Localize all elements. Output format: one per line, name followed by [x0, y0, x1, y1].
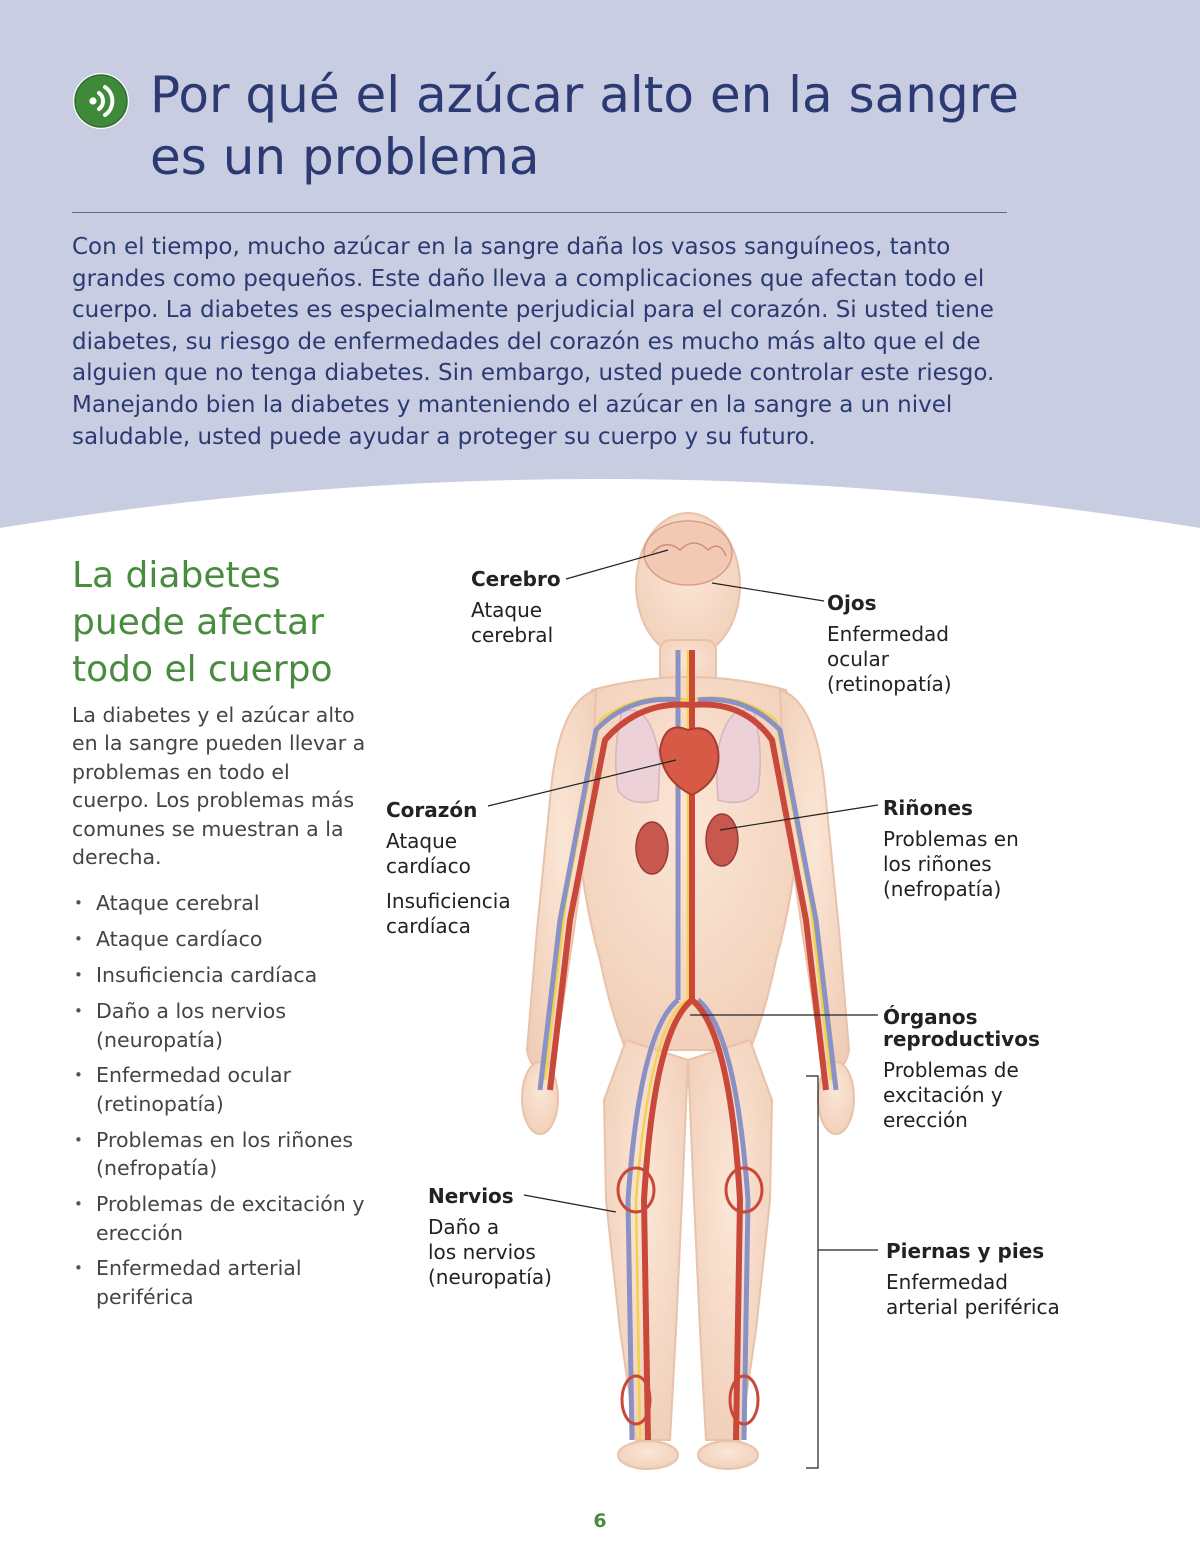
- label-rinones: [883, 797, 1019, 902]
- label-piernas-title: Piernas y pies: [886, 1239, 1045, 1263]
- label-piernas-desc: Enfermedad arterial periférica: [886, 1270, 1060, 1319]
- label-ojos-title: Ojos: [827, 591, 877, 615]
- label-corazon-desc-2: Insuficiencia cardíaca: [386, 889, 511, 938]
- label-nervios-title: Nervios: [428, 1184, 514, 1208]
- page-title: [150, 64, 1050, 188]
- audio-speaker-icon[interactable]: [72, 72, 130, 130]
- list-item: • Daño a los nervios (neuropatía): [72, 997, 372, 1054]
- label-nervios: [428, 1185, 552, 1290]
- page-title-line-2: es un problema: [150, 128, 540, 186]
- section-lead: La diabetes y el azúcar alto en la sangre pueden llevar a problemas en todo el cuerpo. Los problemas más comunes se muestran a la derecha.: [72, 703, 366, 870]
- label-organos-desc: Problemas de excitación y erección: [883, 1058, 1019, 1132]
- label-piernas: [886, 1240, 1060, 1320]
- list-item: • Problemas en los riñones (nefropatía): [72, 1126, 372, 1183]
- label-nervios-desc: Daño a los nervios (neuropatía): [428, 1215, 552, 1289]
- section-title-line-1: La diabetes: [72, 555, 281, 596]
- label-cerebro: [471, 568, 561, 648]
- complications-list: [72, 889, 372, 1311]
- list-item: • Ataque cerebral: [72, 889, 372, 917]
- list-item: • Enfermedad ocular (retinopatía): [72, 1061, 372, 1118]
- section-title: [72, 552, 372, 693]
- body-illustration: [380, 500, 1200, 1500]
- label-cerebro-title: Cerebro: [471, 567, 561, 591]
- list-item: • Problemas de excitación y erección: [72, 1190, 372, 1247]
- section-title-line-2: puede afectar: [72, 602, 324, 643]
- header-divider: [72, 212, 1007, 213]
- intro-paragraph: Con el tiempo, mucho azúcar en la sangre daña los vasos sanguíneos, tanto grandes como pequeños. Este daño lleva a complicaciones que afectan todo el cuerpo. La diabetes es especialmente perjudicial para el corazón. Si usted tiene diabetes, su riesgo de enfermedades del corazón es mucho más alto que el de alguien que no tenga diabetes. Sin embargo, usted puede controlar este riesgo. Manejando bien la diabetes y manteniendo el azúcar en la sangre a un nivel saludable, usted puede ayudar a proteger su cuerpo y su futuro.: [72, 234, 995, 450]
- label-rinones-title: Riñones: [883, 796, 973, 820]
- page-title-line-1: Por qué el azúcar alto en la sangre: [150, 66, 1019, 124]
- body-diagram: [380, 500, 1200, 1500]
- label-ojos: [827, 592, 952, 697]
- label-organos: [883, 1006, 1040, 1133]
- list-item: • Ataque cardíaco: [72, 925, 372, 953]
- label-corazon-desc: Ataque cardíaco: [386, 829, 471, 878]
- label-rinones-desc: Problemas en los riñones (nefropatía): [883, 827, 1019, 901]
- left-column: [72, 552, 372, 1319]
- label-ojos-desc: Enfermedad ocular (retinopatía): [827, 622, 952, 696]
- list-item: • Enfermedad arterial periférica: [72, 1254, 372, 1311]
- list-item: • Insuficiencia cardíaca: [72, 961, 372, 989]
- label-cerebro-desc: Ataque cerebral: [471, 598, 554, 647]
- section-title-line-3: todo el cuerpo: [72, 649, 333, 690]
- label-organos-title: Órganos reproductivos: [883, 1005, 1040, 1051]
- label-corazon-title: Corazón: [386, 798, 478, 822]
- label-corazon: [386, 799, 511, 939]
- page-number: 6: [593, 1510, 607, 1532]
